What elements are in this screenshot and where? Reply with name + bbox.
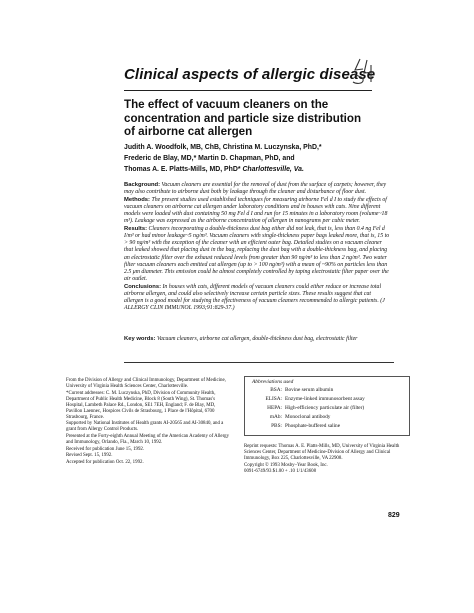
abbreviation: HEPA: xyxy=(267,405,282,411)
abstract-text: In houses with cats, different models of vacuum cleaners could either reduce or increase total airborne allergen, and could also selectively increase certain particle sizes. These results suggest that cat allergen is a good model for studying the effectiveness of vacuum cleaners recommended to allergic patients. xyxy=(124,283,382,304)
author-location: Charlottesville, Va. xyxy=(242,165,304,173)
keywords xyxy=(124,336,390,343)
author-names: Thomas A. E. Platts-Mills, MD, PhD* xyxy=(124,165,241,173)
footnote: *Current addresses: C. M. Luczynska, PhD, Division of Community Health, Department of Public Health Medicine, Block 8 (South Wing), St. Thomas's Hospital, Lambeth Palace Rd., London, SE1 7EH, England; F. de Blay, MD, Pavillon Laennec, Hospices Civils de Strasbourg, 1 Place de l'Hôpital, 6700 Strasbourg, France. xyxy=(66,390,216,420)
author-line xyxy=(124,165,424,176)
abbreviation: ELISA: xyxy=(265,396,282,402)
footnotes-right xyxy=(244,444,408,476)
footnote: From the Division of Allergy and Clinical Immunology, Department of Medicine, University of Virginia Health Sciences Center, Charlottesville. xyxy=(66,378,226,390)
copyright: Copyright © 1993 Mosby–Year Book, Inc. xyxy=(244,463,328,469)
abstract-methods xyxy=(124,197,390,226)
abbreviation-row xyxy=(252,387,333,393)
abstract-text: The present studies used established techniques for measuring airborne Fel d I to study the effects of vacuum cleaners on airborne cat allergen under laboratory conditions and in houses with cats. Nine different models were loaded with dust containing 50 mg Fel d I and run for 15 minutes in a laboratory room (volume~18 m³). Leakage was expressed as the airborne concentration of allergen in nanograms per cubic meter. xyxy=(124,196,388,225)
abbreviations-title: Abbreviations used xyxy=(252,379,294,385)
abbreviation-row xyxy=(252,423,340,429)
handwritten-mark xyxy=(350,56,376,86)
abbreviation-row xyxy=(252,396,365,402)
abstract-conclusions xyxy=(124,284,390,313)
abbreviation: PBS: xyxy=(271,423,282,429)
footnotes-left xyxy=(66,378,232,466)
footnote: Received for publication June 15, 1992. xyxy=(66,446,145,452)
reprint-requests: Reprint requests: Thomas A. E. Platts-Mills, MD, University of Virginia Health Sciences Center, Department of Medicine-Division of Allergy and Clinical Immunology, Box 225, Charlottesville, VA 22908. xyxy=(244,444,400,462)
footnote: Revised Sept. 15, 1992. xyxy=(66,453,113,459)
abbreviation-row xyxy=(252,405,364,411)
abbreviation-definition: High-efficiency particulate air (filter) xyxy=(285,405,365,411)
abbreviation-definition: Bovine serum albumin xyxy=(285,387,334,393)
issn-line: 0091-6749/93 $1.00 + .10 1/1/43608 xyxy=(244,469,317,475)
abstract-label: Results: xyxy=(124,225,148,232)
author-list xyxy=(124,143,424,175)
abbreviation: mAb: xyxy=(269,414,282,420)
abstract-text: Cleaners incorporating a double-thickness dust bag either did not leak, that is, less than 0.4 ng Fel d I/m³ or had minor leakage~5 ng/m³. Vacuum cleaners with single-thickness paper bags leaked more, that is, 15 to > 90 ng/m³ with the exception of the cleaner with an efficient outer bag. Detailed studies on a vacuum cleaner that leaked showed that placing dust in the bag, replacing the dust bag with a double-thickness bag, and placing an electrostatic filter over the exhaust reduced levels from greater than 90 ng/m³ to less than 2 ng/m³. Two water filter vacuum cleaners each emitted cat allergen (up to > 100 ng/m³) with a mean of ~90% on particles less than 2.5 μm diameter. This emission could be almost completely controlled by taping electrostatic filter paper over the air outlet. xyxy=(124,225,390,283)
abbreviation-definition: Enzyme-linked immunosorbent assay xyxy=(285,396,365,402)
author-line: Frederic de Blay, MD,* Martin D. Chapman, PhD, and xyxy=(124,154,295,162)
abstract-label: Methods: xyxy=(124,196,150,203)
footnote: Presented at the Forty-eighth Annual Meeting of the American Academy of Allergy and Immunology, Orlando, Fla., March 10, 1992. xyxy=(66,433,230,445)
abstract-rule xyxy=(124,362,394,363)
abbreviation-definition: Monoclonal antibody xyxy=(285,414,331,420)
abbreviation: BSA: xyxy=(270,387,282,393)
author-line: Judith A. Woodfolk, MB, ChB, Christina M. Luczynska, PhD,* xyxy=(124,144,322,151)
article-title: The effect of vacuum cleaners on the concentration and particle size distribution of airborne cat allergen xyxy=(124,98,362,139)
abstract-background xyxy=(124,182,390,197)
citation: (J ALLERGY CLIN IMMUNOL 1993;91:829-37.) xyxy=(124,298,385,312)
footnote: Supported by National Institutes of Health grants AI-20565 and AI-30840, and a grant from Allergy Control Products. xyxy=(66,421,224,433)
header-rule xyxy=(124,90,372,91)
abstract-text: Vacuum cleaners are essential for the removal of dust from the surface of carpets; however, they may also contribute to airborne dust both by leakage through the cleaner and disturbance of floor dust. xyxy=(124,182,387,196)
page-number: 829 xyxy=(388,512,400,519)
footnote: Accepted for publication Oct. 22, 1992. xyxy=(66,459,144,465)
abbreviation-definition: Phosphate-buffered saline xyxy=(285,423,341,429)
abstract-label: Conclusions: xyxy=(124,283,162,290)
abstract-results xyxy=(124,226,390,284)
keywords-text: Vacuum cleaners, airborne cat allergen, double-thickness dust bag, electrostatic filter xyxy=(156,336,358,342)
abbreviation-row xyxy=(252,414,330,420)
abstract-label: Background: xyxy=(124,182,161,188)
section-heading: Clinical aspects of allergic disease xyxy=(124,66,376,83)
abstract xyxy=(124,182,390,313)
keywords-label: Key words: xyxy=(124,336,156,342)
